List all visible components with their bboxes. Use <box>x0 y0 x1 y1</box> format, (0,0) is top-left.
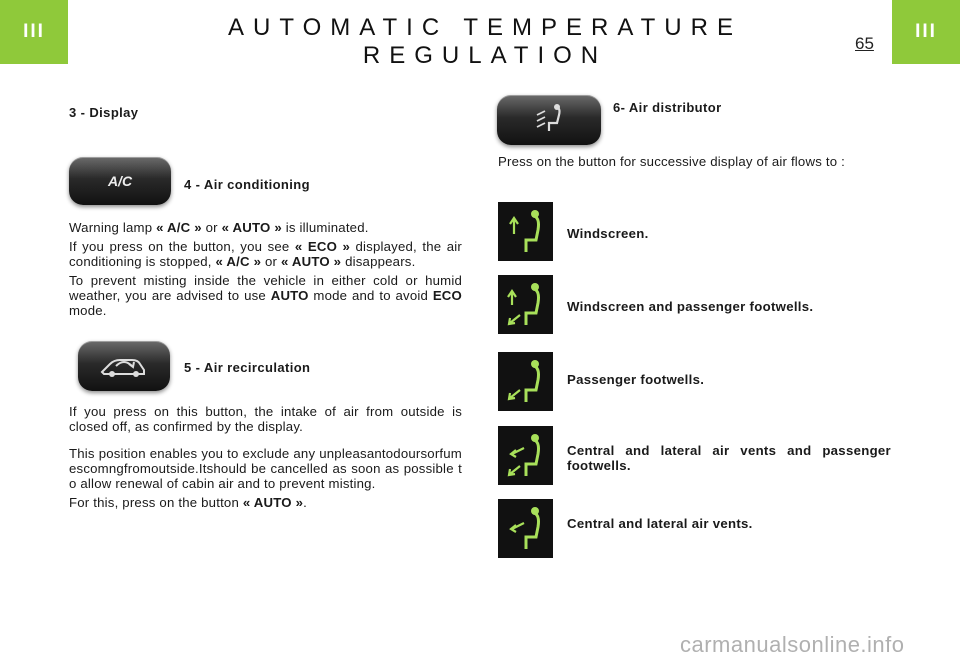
mode-windscreen-label: Windscreen. <box>567 226 649 241</box>
footwell-icon <box>498 352 553 411</box>
mode-vents-label: Central and lateral air vents. <box>567 516 753 531</box>
recirculation-description <box>69 404 462 514</box>
page-title <box>200 14 770 70</box>
ac-paragraph-3: To prevent misting inside the vehicle in either cold or humid weather, you are advised to use AUTO mode and to avoid ECO mode. <box>69 273 462 318</box>
recirc-paragraph-3: For this, press on the button « AUTO ». <box>69 495 307 510</box>
mode-footwells-label: Passenger footwells. <box>567 372 705 387</box>
chapter-tab-right: III <box>892 0 960 64</box>
page-title-line2: REGULATION <box>362 42 608 69</box>
recirc-paragraph-1: If you press on this button, the intake of air from outside is closed off, as confirmed by the display. <box>69 404 462 434</box>
mode-vents-footwells-label: Central and lateral air vents and passenger footwells. <box>567 443 891 473</box>
air-distributor-intro: Press on the button for successive display of air flows to : <box>498 154 845 169</box>
windscreen-icon <box>498 202 553 261</box>
ac-heading: 4 - Air conditioning <box>184 177 310 192</box>
watermark: carmanualsonline.info <box>680 632 905 657</box>
windscreen-footwell-icon <box>498 275 553 334</box>
recirc-paragraph-2: This position enables you to exclude any unpleasantodoursorfumescomngfromoutside.Itshould be cancelled as soon as possible to allow renewal of cabin air and to prevent misting. <box>69 446 462 491</box>
chapter-tab-left: III <box>0 0 68 64</box>
air-distributor-icon <box>529 103 569 137</box>
ac-description <box>69 220 462 322</box>
recirculation-heading: 5 - Air recirculation <box>184 360 311 375</box>
page-title-line1: AUTOMATIC TEMPERATURE <box>228 14 742 41</box>
vents-icon <box>498 499 553 558</box>
ac-paragraph-2: If you press on the button, you see « ECO » displayed, the air conditioning is stopped, « A/C » or « AUTO » disappears. <box>69 239 462 269</box>
recirculation-icon <box>96 352 152 380</box>
ac-button-image <box>69 157 171 205</box>
ac-paragraph-1: Warning lamp « A/C » or « AUTO » is illuminated. <box>69 220 369 235</box>
page-number: 65 <box>855 34 874 53</box>
air-distributor-heading: 6- Air distributor <box>613 100 722 115</box>
ac-button-label: A/C <box>107 173 133 189</box>
vents-footwell-icon <box>498 426 553 485</box>
air-distributor-button-image <box>497 95 601 145</box>
display-heading: 3 - Display <box>69 105 139 120</box>
mode-windscreen-footwells-label: Windscreen and passenger footwells. <box>567 299 814 314</box>
recirculation-button-image <box>78 341 170 391</box>
